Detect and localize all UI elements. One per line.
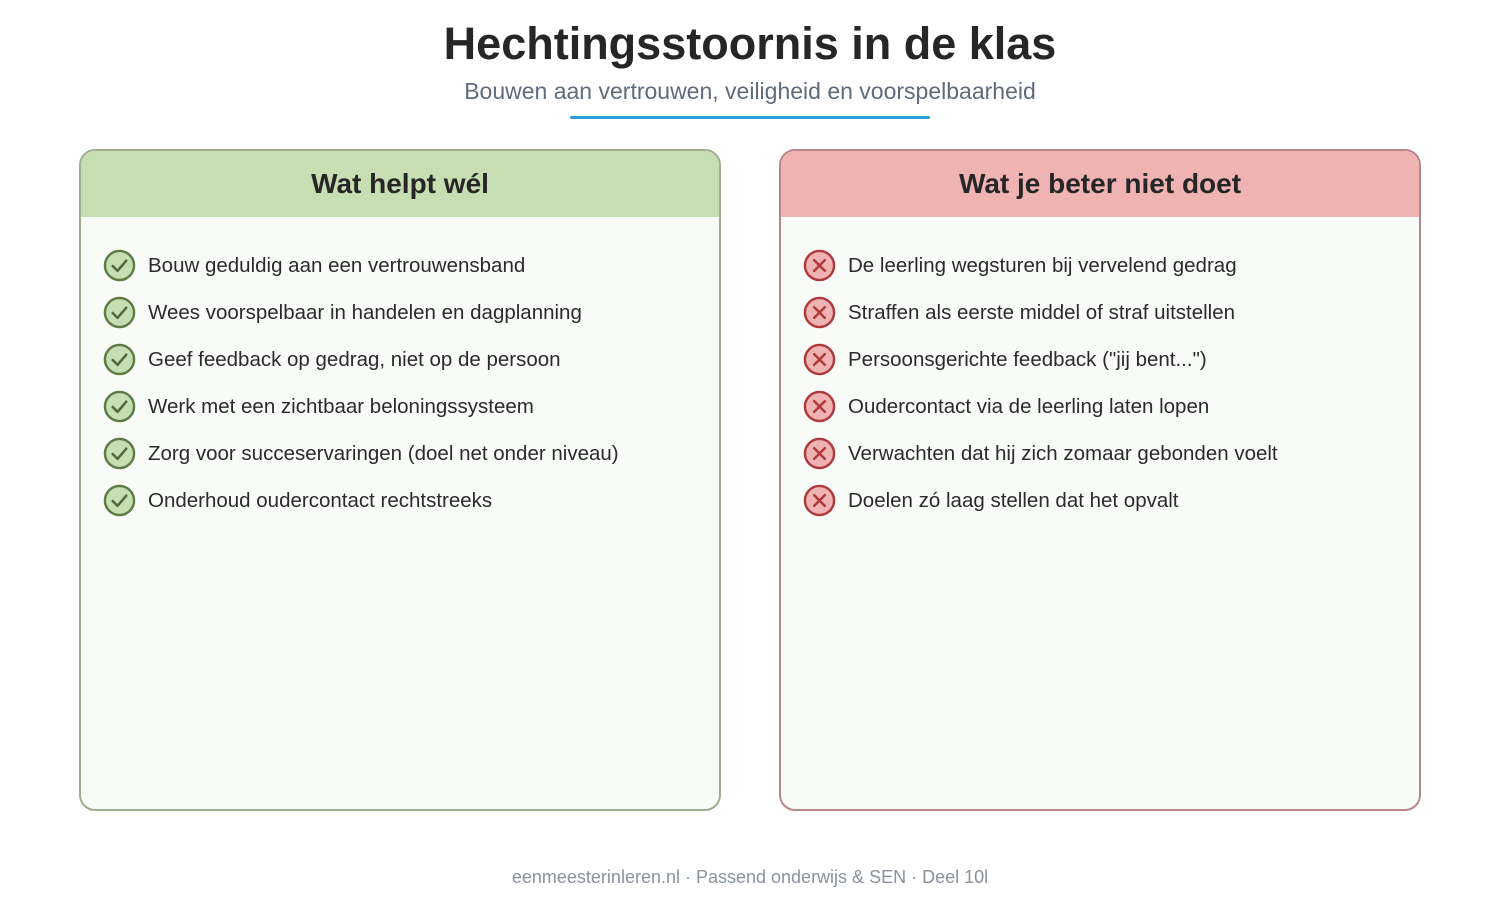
- check-circle-icon: [103, 484, 136, 517]
- avoid-item-text: Straffen als eerste middel of straf uitstellen: [848, 300, 1236, 324]
- x-circle-icon: [803, 390, 836, 423]
- title-underline: [570, 116, 930, 119]
- helpful-list: [81, 217, 719, 524]
- helpful-item: [103, 336, 719, 383]
- check-circle-icon: [103, 390, 136, 423]
- check-circle-icon: [103, 343, 136, 376]
- avoid-item: [803, 242, 1419, 289]
- helpful-item: [103, 289, 719, 336]
- avoid-item: [803, 383, 1419, 430]
- helpful-item-text: Bouw geduldig aan een vertrouwensband: [148, 253, 526, 277]
- helpful-item-text: Onderhoud oudercontact rechtstreeks: [148, 488, 493, 512]
- page-subtitle: Bouwen aan vertrouwen, veiligheid en voorspelbaarheid: [464, 78, 1036, 104]
- footer-credit: eenmeesterinleren.nl · Passend onderwijs & SEN · Deel 10l: [511, 867, 989, 887]
- x-circle-icon: [803, 484, 836, 517]
- x-circle-icon: [803, 296, 836, 329]
- helpful-item-text: Geef feedback op gedrag, niet op de persoon: [148, 347, 561, 371]
- helpful-panel: [79, 149, 721, 811]
- avoid-item: [803, 430, 1419, 477]
- avoid-panel: [779, 149, 1421, 811]
- avoid-panel-title: Wat je beter niet doet: [781, 151, 1419, 217]
- avoid-item: [803, 336, 1419, 383]
- avoid-item-text: De leerling wegsturen bij vervelend gedrag: [848, 253, 1237, 277]
- helpful-item: [103, 477, 719, 524]
- avoid-item: [803, 289, 1419, 336]
- helpful-item: [103, 383, 719, 430]
- helpful-item-text: Zorg voor succeservaringen (doel net onder niveau): [148, 441, 619, 465]
- avoid-list: [781, 217, 1419, 524]
- helpful-item-text: Werk met een zichtbaar beloningssysteem: [148, 394, 534, 418]
- check-circle-icon: [103, 437, 136, 470]
- avoid-item-text: Oudercontact via de leerling laten lopen: [848, 394, 1210, 418]
- avoid-item: [803, 477, 1419, 524]
- x-circle-icon: [803, 437, 836, 470]
- helpful-panel-title: Wat helpt wél: [81, 151, 719, 217]
- avoid-item-text: Verwachten dat hij zich zomaar gebonden voelt: [848, 441, 1278, 465]
- check-circle-icon: [103, 249, 136, 282]
- avoid-item-text: Persoonsgerichte feedback ("jij bent..."): [848, 347, 1207, 371]
- x-circle-icon: [803, 249, 836, 282]
- check-circle-icon: [103, 296, 136, 329]
- helpful-item: [103, 430, 719, 477]
- helpful-item-text: Wees voorspelbaar in handelen en dagplanning: [148, 300, 582, 324]
- page-title: Hechtingsstoornis in de klas: [443, 18, 1057, 69]
- x-circle-icon: [803, 343, 836, 376]
- avoid-item-text: Doelen zó laag stellen dat het opvalt: [848, 488, 1179, 512]
- helpful-item: [103, 242, 719, 289]
